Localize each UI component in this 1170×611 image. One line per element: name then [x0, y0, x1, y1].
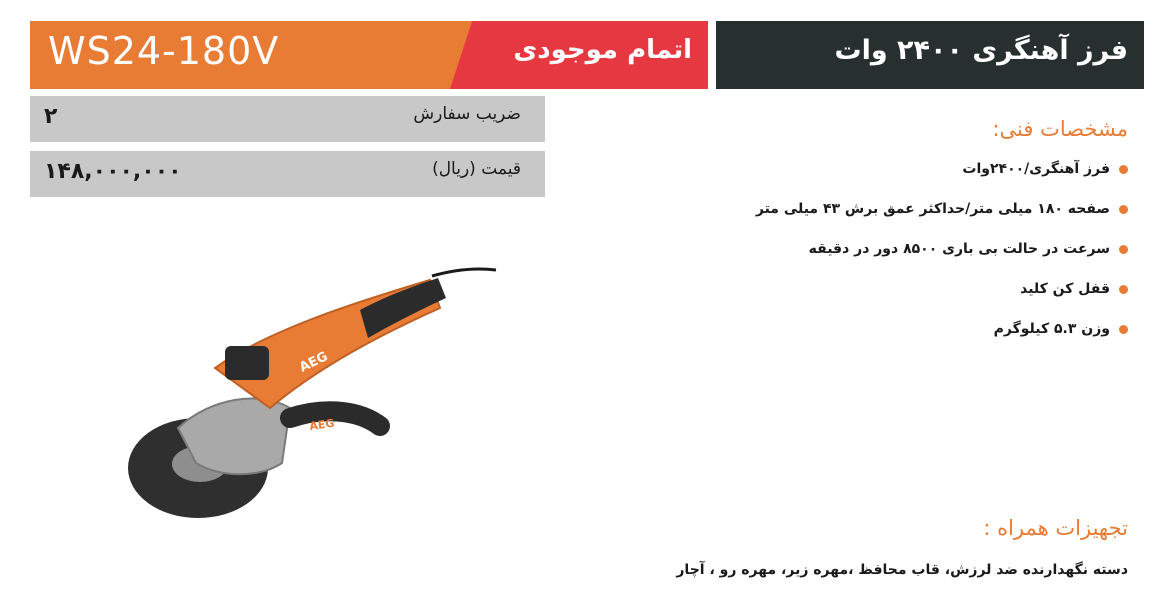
spec-text: صفحه ۱۸۰ میلی متر/حداکثر عمق برش ۴۳ میلی متر: [755, 201, 1110, 217]
specs-title: مشخصات فنی:: [992, 117, 1128, 141]
product-title-bar: [716, 21, 1144, 89]
product-title: فرز آهنگری ۲۴۰۰ وات: [834, 35, 1128, 66]
bullet-icon: [1119, 325, 1128, 334]
spec-text: سرعت در حالت بی باری ۸۵۰۰ دور در دقیقه: [808, 241, 1110, 257]
spec-text: قفل کن کلید: [1020, 281, 1110, 297]
spec-text: وزن ۵.۳ کیلوگرم: [993, 321, 1110, 337]
bullet-icon: [1119, 245, 1128, 254]
bullet-icon: [1119, 165, 1128, 174]
motor-vent-cover: [225, 346, 269, 380]
accessories-title: تجهیزات همراه :: [983, 516, 1128, 540]
spec-item-1: [648, 158, 1128, 198]
bullet-icon: [1119, 285, 1128, 294]
side-handle: [290, 411, 380, 426]
spec-item-2: [648, 198, 1128, 238]
bullet-icon: [1119, 205, 1128, 214]
brand-text-handle: AEG: [308, 416, 336, 433]
stock-status: اتمام موجودی: [513, 35, 692, 65]
price-label: قیمت (ریال): [432, 159, 521, 179]
model-code: WS24-180V: [48, 29, 280, 73]
spec-item-3: [648, 238, 1128, 278]
angle-grinder-image: [120, 258, 520, 528]
order-multiple-label: ضریب سفارش: [413, 104, 521, 124]
power-cord: [432, 269, 496, 276]
spec-item-5: [648, 318, 1128, 358]
spec-text: فرز آهنگری/۲۴۰۰وات: [962, 161, 1110, 177]
brand-text-body: AEG: [297, 349, 331, 376]
model-status-bar: [30, 21, 708, 89]
order-multiple-row: [30, 96, 545, 142]
price-value: ۱۴۸,۰۰۰,۰۰۰: [44, 159, 182, 184]
spec-item-4: [648, 278, 1128, 318]
accessories-text: دسته نگهدارنده ضد لرزش، قاب محافظ ،مهره زیر، مهره رو ، آچار: [676, 562, 1128, 578]
order-multiple-value: ۲: [44, 104, 58, 129]
price-row: [30, 151, 545, 197]
specs-list: [648, 158, 1128, 358]
